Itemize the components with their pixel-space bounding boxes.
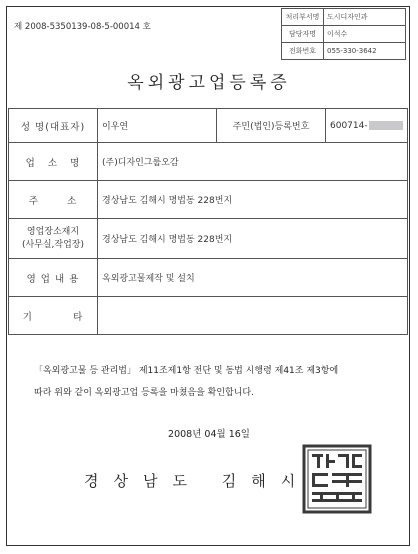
row-business bbox=[9, 259, 408, 297]
address-label: 주 소 bbox=[9, 181, 98, 219]
row-etc bbox=[9, 297, 408, 335]
row-name bbox=[9, 109, 408, 143]
etc-label: 기 타 bbox=[9, 297, 98, 335]
id-cell bbox=[326, 109, 408, 143]
row-address bbox=[9, 181, 408, 219]
id-value: 600714- bbox=[330, 120, 368, 131]
row-company bbox=[9, 143, 408, 181]
redacted-block bbox=[369, 121, 403, 130]
office-label-cell bbox=[9, 219, 98, 259]
seal-glyphs bbox=[312, 454, 362, 502]
info-value: 055-330-3642 bbox=[324, 43, 406, 60]
info-label: 처리부서명 bbox=[282, 9, 324, 26]
official-seal-icon bbox=[302, 444, 372, 514]
document-title: 옥외광고업등록증 bbox=[127, 73, 291, 93]
confirmation-line-2: 따라 위와 같이 옥외광고업 등록을 마쳤음을 확인합니다. bbox=[34, 388, 254, 398]
registration-table bbox=[8, 108, 408, 335]
info-label: 담당자명 bbox=[282, 26, 324, 43]
etc-value bbox=[98, 297, 408, 335]
confirmation-text bbox=[34, 360, 394, 404]
info-value: 이석수 bbox=[324, 26, 406, 43]
business-value: 옥외광고물제작 및 설치 bbox=[98, 259, 408, 297]
registration-number: 제 2008-5350139-08-5-00014 호 bbox=[14, 22, 151, 32]
row-office bbox=[9, 219, 408, 259]
company-label: 업 소 명 bbox=[9, 143, 98, 181]
address-value: 경상남도 김해시 명법동 228번지 bbox=[98, 181, 408, 219]
company-value: (주)디자인그룹오감 bbox=[98, 143, 408, 181]
issue-date: 2008년 04월 16일 bbox=[168, 429, 250, 440]
office-label-sub: (사무실,작업장) bbox=[21, 239, 85, 250]
name-value: 이우연 bbox=[98, 109, 217, 143]
name-label: 성 명(대표자) bbox=[9, 109, 98, 143]
id-label: 주민(법인)등록번호 bbox=[217, 109, 326, 143]
info-label: 전화번호 bbox=[282, 43, 324, 60]
business-label: 영 업 내 용 bbox=[9, 259, 98, 297]
handler-info-row bbox=[282, 9, 406, 26]
office-label: 영업장소재지 bbox=[26, 226, 80, 237]
office-value: 경상남도 김해시 명법동 228번지 bbox=[98, 219, 408, 259]
issuer-name: 경상남도 김해시 bbox=[84, 472, 311, 490]
handler-info-row bbox=[282, 43, 406, 60]
handler-info-row bbox=[282, 26, 406, 43]
info-value: 도시디자인과 bbox=[324, 9, 406, 26]
confirmation-line-1: 「옥외광고물 등 관리법」 제11조제1항 전단 및 동법 시행령 제41조 제3항에 bbox=[34, 366, 339, 376]
handler-info-table bbox=[281, 8, 406, 60]
